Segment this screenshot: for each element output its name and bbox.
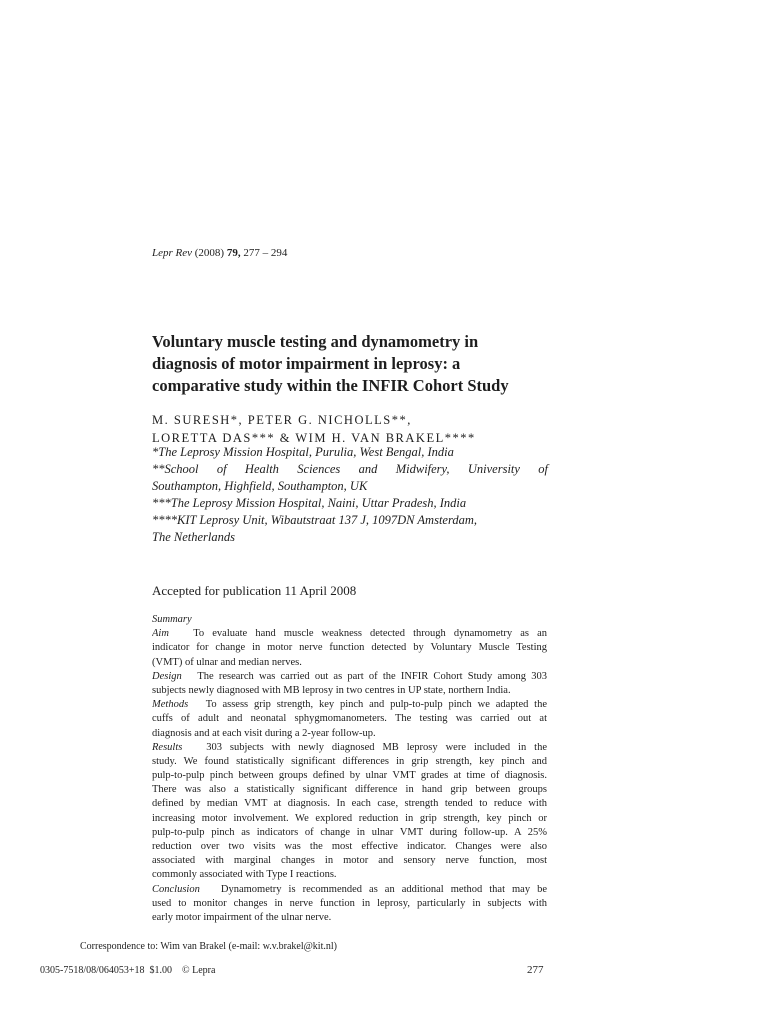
affiliation-line: *The Leprosy Mission Hospital, Purulia, West Bengal, India bbox=[152, 445, 454, 459]
journal-volume: 79, bbox=[226, 247, 241, 259]
title-line: diagnosis of motor impairment in leprosy: a bbox=[152, 354, 461, 373]
journal-reference bbox=[152, 246, 287, 260]
affiliation-line: The Netherlands bbox=[152, 530, 235, 544]
correspondence-note: Correspondence to: Wim van Brakel (e-mail: w.v.brakel@kit.nl) bbox=[80, 941, 337, 952]
abstract-line bbox=[152, 698, 547, 712]
author-line: LORETTA DAS*** & WIM H. VAN BRAKEL**** bbox=[152, 431, 476, 445]
methods-text: To assess grip strength, key pinch and pulp-to-pulp pinch we adapted the bbox=[205, 699, 547, 711]
abstract-line: early motor impairment of the ulnar nerve. bbox=[152, 911, 332, 923]
affiliation-line: ****KIT Leprosy Unit, Wibautstraat 137 J, 1097DN Amsterdam, bbox=[152, 513, 478, 527]
design-label: Design bbox=[152, 670, 182, 682]
abstract-line: study. We found statistically significant differences in grip strength, key pinch and bbox=[152, 755, 547, 767]
summary-heading: Summary bbox=[152, 614, 192, 625]
abstract-line: diagnosis and at each visit during a 2-year follow-up. bbox=[152, 727, 376, 739]
affiliation-line: **School of Health Sciences and Midwifery, University of bbox=[152, 462, 548, 476]
abstract-line: (VMT) of ulnar and median nerves. bbox=[152, 656, 302, 668]
abstract-line bbox=[152, 627, 547, 641]
title-line: Voluntary muscle testing and dynamometry in bbox=[152, 332, 479, 351]
abstract-line: cuffs of adult and neonatal sphygmomanometers. The testing was carried out at bbox=[152, 713, 547, 725]
abstract-line: increasing motor involvement. We explored reduction in grip strength, key pinch or bbox=[152, 812, 547, 824]
title-line: comparative study within the INFIR Cohort Study bbox=[152, 376, 509, 395]
conclusion-text: Dynamometry is recommended as an additional method that may be bbox=[220, 883, 547, 895]
article-title bbox=[152, 331, 572, 397]
abstract-line: commonly associated with Type I reactions. bbox=[152, 869, 337, 881]
page-number: 277 bbox=[527, 964, 544, 976]
author-line: M. SURESH*, PETER G. NICHOLLS**, bbox=[152, 413, 412, 427]
abstract-line: pulp-to-pulp pinch between groups defined by ulnar VMT grades at time of diagnosis. bbox=[152, 770, 547, 782]
abstract-line: There was also a statistically significant difference in hand grip between groups bbox=[152, 784, 547, 796]
journal-year: (2008) bbox=[194, 247, 225, 259]
abstract-line: used to monitor changes in nerve function in leprosy, particularly in subjects with bbox=[152, 897, 547, 909]
results-text: 303 subjects with newly diagnosed MB leprosy were included in the bbox=[206, 741, 547, 753]
affiliations bbox=[152, 444, 548, 546]
abstract-line: reduction over two visits was the most effective indicator. Changes were also bbox=[152, 841, 547, 852]
abstract-line: defined by median VMT at diagnosis. In each case, strength tended to reduce with bbox=[152, 798, 547, 810]
journal-pages: 277 – 294 bbox=[243, 247, 288, 259]
methods-label: Methods bbox=[152, 699, 189, 711]
results-label: Results bbox=[152, 741, 183, 753]
abstract-line bbox=[152, 741, 547, 755]
conclusion-label: Conclusion bbox=[152, 883, 200, 895]
author-list bbox=[152, 411, 476, 447]
issn-price-copyright: 0305-7518/08/064053+18 $1.00 © Lepra bbox=[40, 965, 216, 976]
journal-name: Lepr Rev bbox=[152, 247, 193, 259]
abstract-line: associated with marginal changes in motor and sensory nerve function, most bbox=[152, 855, 547, 867]
abstract-line bbox=[152, 883, 547, 897]
affiliation-line: Southampton, Highfield, Southampton, UK bbox=[152, 479, 368, 493]
abstract-line bbox=[152, 670, 547, 684]
abstract-line: indicator for change in motor nerve function detected by Voluntary Muscle Testing bbox=[152, 642, 547, 654]
affiliation-line: ***The Leprosy Mission Hospital, Naini, Uttar Pradesh, India bbox=[152, 496, 467, 510]
abstract-line: subjects newly diagnosed with MB leprosy in two centres in UP state, northern India. bbox=[152, 684, 511, 696]
abstract bbox=[152, 613, 547, 925]
accepted-date: Accepted for publication 11 April 2008 bbox=[152, 583, 357, 598]
design-text: The research was carried out as part of the INFIR Cohort Study among 303 bbox=[197, 670, 547, 682]
aim-label: Aim bbox=[152, 628, 169, 640]
aim-text: To evaluate hand muscle weakness detected through dynamometry as an bbox=[193, 628, 547, 640]
abstract-line: pulp-to-pulp pinch as indicators of change in ulnar VMT during follow-up. A 25% bbox=[152, 826, 547, 838]
